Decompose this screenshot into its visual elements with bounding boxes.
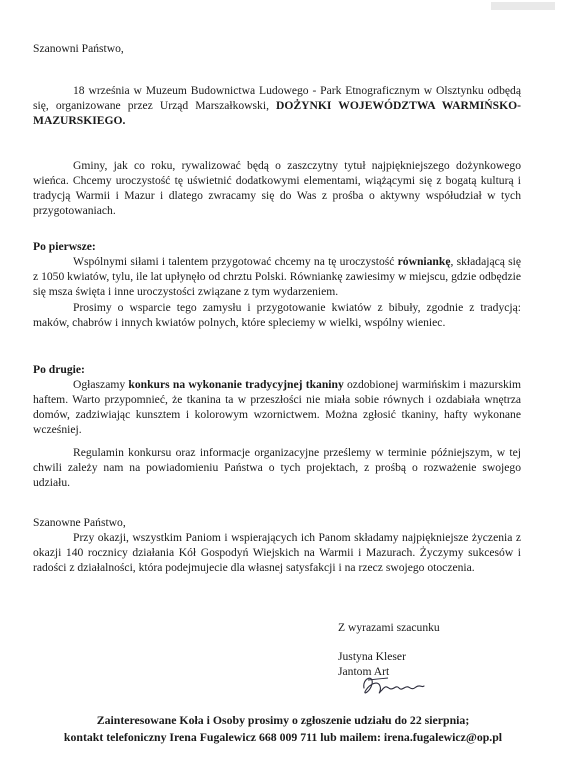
intro-paragraph	[33, 83, 521, 128]
rowniankę-term: równiankę	[397, 255, 451, 268]
regards-line: Z wyrazami szacunku	[338, 621, 440, 634]
section-second-paragraph-2: Regulamin konkursu oraz informacje organizacyjne prześlemy w terminie późniejszym, w tej chwili zależy nam na powiadomieniu Państwa o tych projektach, z prośbą o rozważenie swojego udziału.	[33, 446, 521, 489]
section-second-paragraph-1: Ogłaszamy konkurs na wykonanie tradycyjnej tkaniny ozdobionej warmińskim i mazurskim haftem. Warto przypomnieć, że tkanina ta w przeszłości nie miała sobie równych i ozdabiała wnętrza domów, zadziwiając kunsztem i kolorowym wzornictwem. Można zgłosić tkaniny, hafty wykonane wcześniej.	[33, 378, 521, 436]
scan-corner-mark	[491, 2, 555, 10]
signature-name: Justyna Kleser	[338, 650, 406, 663]
handwritten-signature	[358, 670, 426, 700]
closing-paragraph: Przy okazji, wszystkim Paniom i wspierających ich Panom składamy najpiękniejsze życzenia z okazji 140 rocznicy działania Kół Gospodyń Wiejskich na Warmii i Mazurach. Życzymy sukcesów i radości z działalności, która podejmujecie dla własnej satysfakcji i na rzecz swojego otoczenia.	[33, 531, 521, 574]
section-first-paragraph-2: Prosimy o wsparcie tego zamysłu i przygotowanie kwiatów z bibuły, zgodnie z tradycją: maków, chabrów i innych kwiatów polnych, które spleciemy w wielki, wspólny wieniec.	[33, 301, 521, 329]
signature-org: Jantom Art	[338, 665, 390, 678]
section-heading-first: Po pierwsze:	[33, 240, 96, 253]
footer-contact: kontakt telefoniczny Irena Fugalewicz 668 009 711 lub mailem: irena.fugalewicz@op.pl	[63, 730, 503, 744]
salutation: Szanowni Państwo,	[33, 42, 124, 55]
intro-event-name: DOŻYNKI WOJEWÓDZTWA WARMIŃSKO-MAZURSKIEGO.	[33, 99, 522, 127]
closing-salutation: Szanowne Państwo,	[33, 516, 126, 529]
contest-term: konkurs na wykonanie tradycyjnej tkaniny	[128, 378, 344, 391]
section-heading-second: Po drugie:	[33, 363, 85, 376]
gminy-paragraph: Gminy, jak co roku, rywalizować będą o zaszczytny tytuł najpiękniejszego dożynkowego wieńca. Chcemy uroczystość tę uświetnić dodatkowymi elementami, wiążącymi się z bogatą kulturą i tradycją Warmii i Mazur i dlatego zwracamy się do Was z prośba o aktywny współudział w tych przygotowaniach.	[33, 159, 521, 217]
intro-text: 18 września w Muzeum Budownictwa Ludowego - Park Etnograficznym w Olsztynku odbędą się, organizowane przez Urząd Marszałkowski,	[33, 84, 521, 112]
footer-registration: Zainteresowane Koła i Osoby prosimy o zgłoszenie udziału do 22 sierpnia;	[96, 713, 470, 727]
section-first-paragraph-1: Wspólnymi siłami i talentem przygotować chcemy na tę uroczystość równiankę, składającą się z 1050 kwiatów, tylu, ile lat upłynęło od chrztu Polski. Równiankę zawiesimy w miejscu, gdzie odbędzie się msza święta i inne uroczystości związane z tym wydarzeniem.	[33, 255, 521, 298]
